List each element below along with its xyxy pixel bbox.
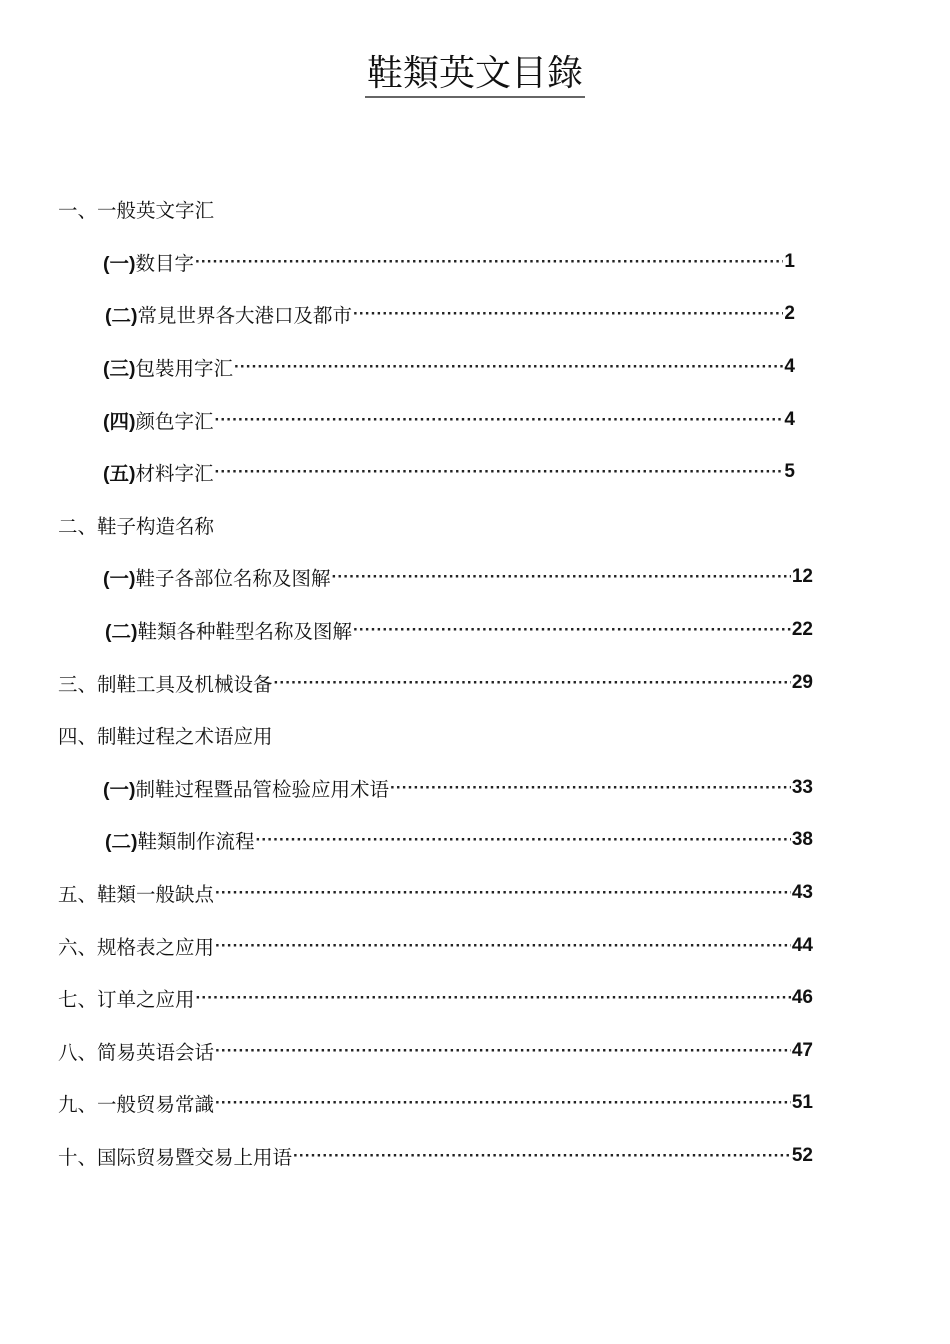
toc-entry-title: 九、一般贸易常識 xyxy=(58,1093,215,1117)
toc-subsection-1-4[interactable] xyxy=(0,393,950,446)
toc-entry-marker: (二) xyxy=(105,621,138,644)
toc-entry-title: 六、规格表之应用 xyxy=(58,935,215,959)
dot-leader xyxy=(196,988,791,1008)
toc-entry-page: 29 xyxy=(791,671,813,693)
table-of-contents xyxy=(0,183,950,1182)
toc-section-6[interactable] xyxy=(0,919,950,972)
toc-entry-title: 五、鞋類一般缺点 xyxy=(58,883,215,907)
document-title xyxy=(0,48,950,100)
toc-entry-page: 44 xyxy=(791,934,813,956)
toc-entry-title: 包裝用字汇 xyxy=(135,357,234,381)
toc-entry-marker: (一) xyxy=(103,252,136,275)
toc-entry-title: 十、国际贸易暨交易上用语 xyxy=(58,1145,293,1169)
dot-leader xyxy=(274,673,791,693)
dot-leader xyxy=(215,410,784,430)
toc-entry-marker: (一) xyxy=(103,778,136,801)
toc-entry-page: 51 xyxy=(791,1092,813,1114)
dot-leader xyxy=(353,304,783,324)
toc-entry-page: 33 xyxy=(791,776,813,798)
toc-entry-title: 三、制鞋工具及机械设备 xyxy=(58,672,273,696)
toc-subsection-1-3[interactable] xyxy=(0,341,950,394)
toc-entry-title: 四、制鞋过程之术语应用 xyxy=(58,725,273,749)
toc-entry-title: 鞋類各种鞋型名称及图解 xyxy=(137,620,353,644)
dot-leader xyxy=(353,620,791,640)
toc-entry-page: 38 xyxy=(791,829,813,851)
toc-entry-title: 颜色字汇 xyxy=(135,409,214,433)
dot-leader xyxy=(215,462,784,482)
dot-leader xyxy=(293,1146,791,1166)
toc-entry-page: 5 xyxy=(784,461,795,483)
toc-entry-title: 鞋子各部位名称及图解 xyxy=(135,567,331,591)
toc-section-3[interactable] xyxy=(0,656,950,709)
dot-leader xyxy=(215,1093,791,1113)
toc-subsection-4-1[interactable] xyxy=(0,762,950,815)
toc-entry-marker: (三) xyxy=(103,358,136,381)
toc-entry-page: 4 xyxy=(784,356,795,378)
dot-leader xyxy=(256,830,791,850)
dot-leader xyxy=(215,936,791,956)
toc-entry-title: 材料字汇 xyxy=(135,462,214,486)
toc-subsection-2-1[interactable] xyxy=(0,551,950,604)
dot-leader xyxy=(215,1041,791,1061)
toc-entry-page: 52 xyxy=(791,1144,813,1166)
toc-section-2[interactable] xyxy=(0,499,950,552)
toc-subsection-2-2[interactable] xyxy=(0,604,950,657)
toc-section-4[interactable] xyxy=(0,709,950,762)
toc-entry-title: 制鞋过程暨品管检验应用术语 xyxy=(135,777,390,801)
toc-section-8[interactable] xyxy=(0,1025,950,1078)
toc-entry-page: 2 xyxy=(784,303,795,325)
toc-subsection-1-2[interactable] xyxy=(0,288,950,341)
dot-leader xyxy=(332,567,791,587)
toc-entry-marker: (二) xyxy=(105,831,138,854)
dot-leader xyxy=(234,357,783,377)
toc-section-5[interactable] xyxy=(0,867,950,920)
dot-leader xyxy=(390,778,791,798)
toc-subsection-1-5[interactable] xyxy=(0,446,950,499)
toc-entry-marker: (四) xyxy=(103,410,136,433)
toc-entry-title: 常見世界各大港口及都市 xyxy=(137,304,353,328)
toc-entry-marker: (二) xyxy=(105,305,138,328)
toc-entry-title: 数目字 xyxy=(135,251,195,275)
toc-entry-page: 46 xyxy=(791,987,813,1009)
document-title-text: 鞋類英文目錄 xyxy=(365,52,585,98)
toc-section-1[interactable] xyxy=(0,183,950,236)
toc-section-7[interactable] xyxy=(0,972,950,1025)
toc-entry-page: 1 xyxy=(784,250,795,272)
toc-subsection-1-1[interactable] xyxy=(0,236,950,289)
toc-entry-page: 47 xyxy=(791,1039,813,1061)
toc-entry-page: 22 xyxy=(791,619,813,641)
toc-section-9[interactable] xyxy=(0,1077,950,1130)
dot-leader xyxy=(215,883,791,903)
toc-entry-page: 4 xyxy=(784,408,795,430)
dot-leader xyxy=(195,252,783,272)
toc-entry-title: 八、简易英语会话 xyxy=(58,1040,215,1064)
toc-subsection-4-2[interactable] xyxy=(0,814,950,867)
toc-entry-title: 一、一般英文字汇 xyxy=(58,199,215,223)
toc-entry-marker: (五) xyxy=(103,463,136,486)
toc-entry-marker: (一) xyxy=(103,568,136,591)
toc-section-10[interactable] xyxy=(0,1130,950,1183)
toc-entry-title: 七、订单之应用 xyxy=(58,988,195,1012)
toc-entry-page: 12 xyxy=(791,566,813,588)
toc-entry-page: 43 xyxy=(791,882,813,904)
toc-entry-title: 鞋類制作流程 xyxy=(137,830,255,854)
toc-entry-title: 二、鞋子构造名称 xyxy=(58,514,215,538)
